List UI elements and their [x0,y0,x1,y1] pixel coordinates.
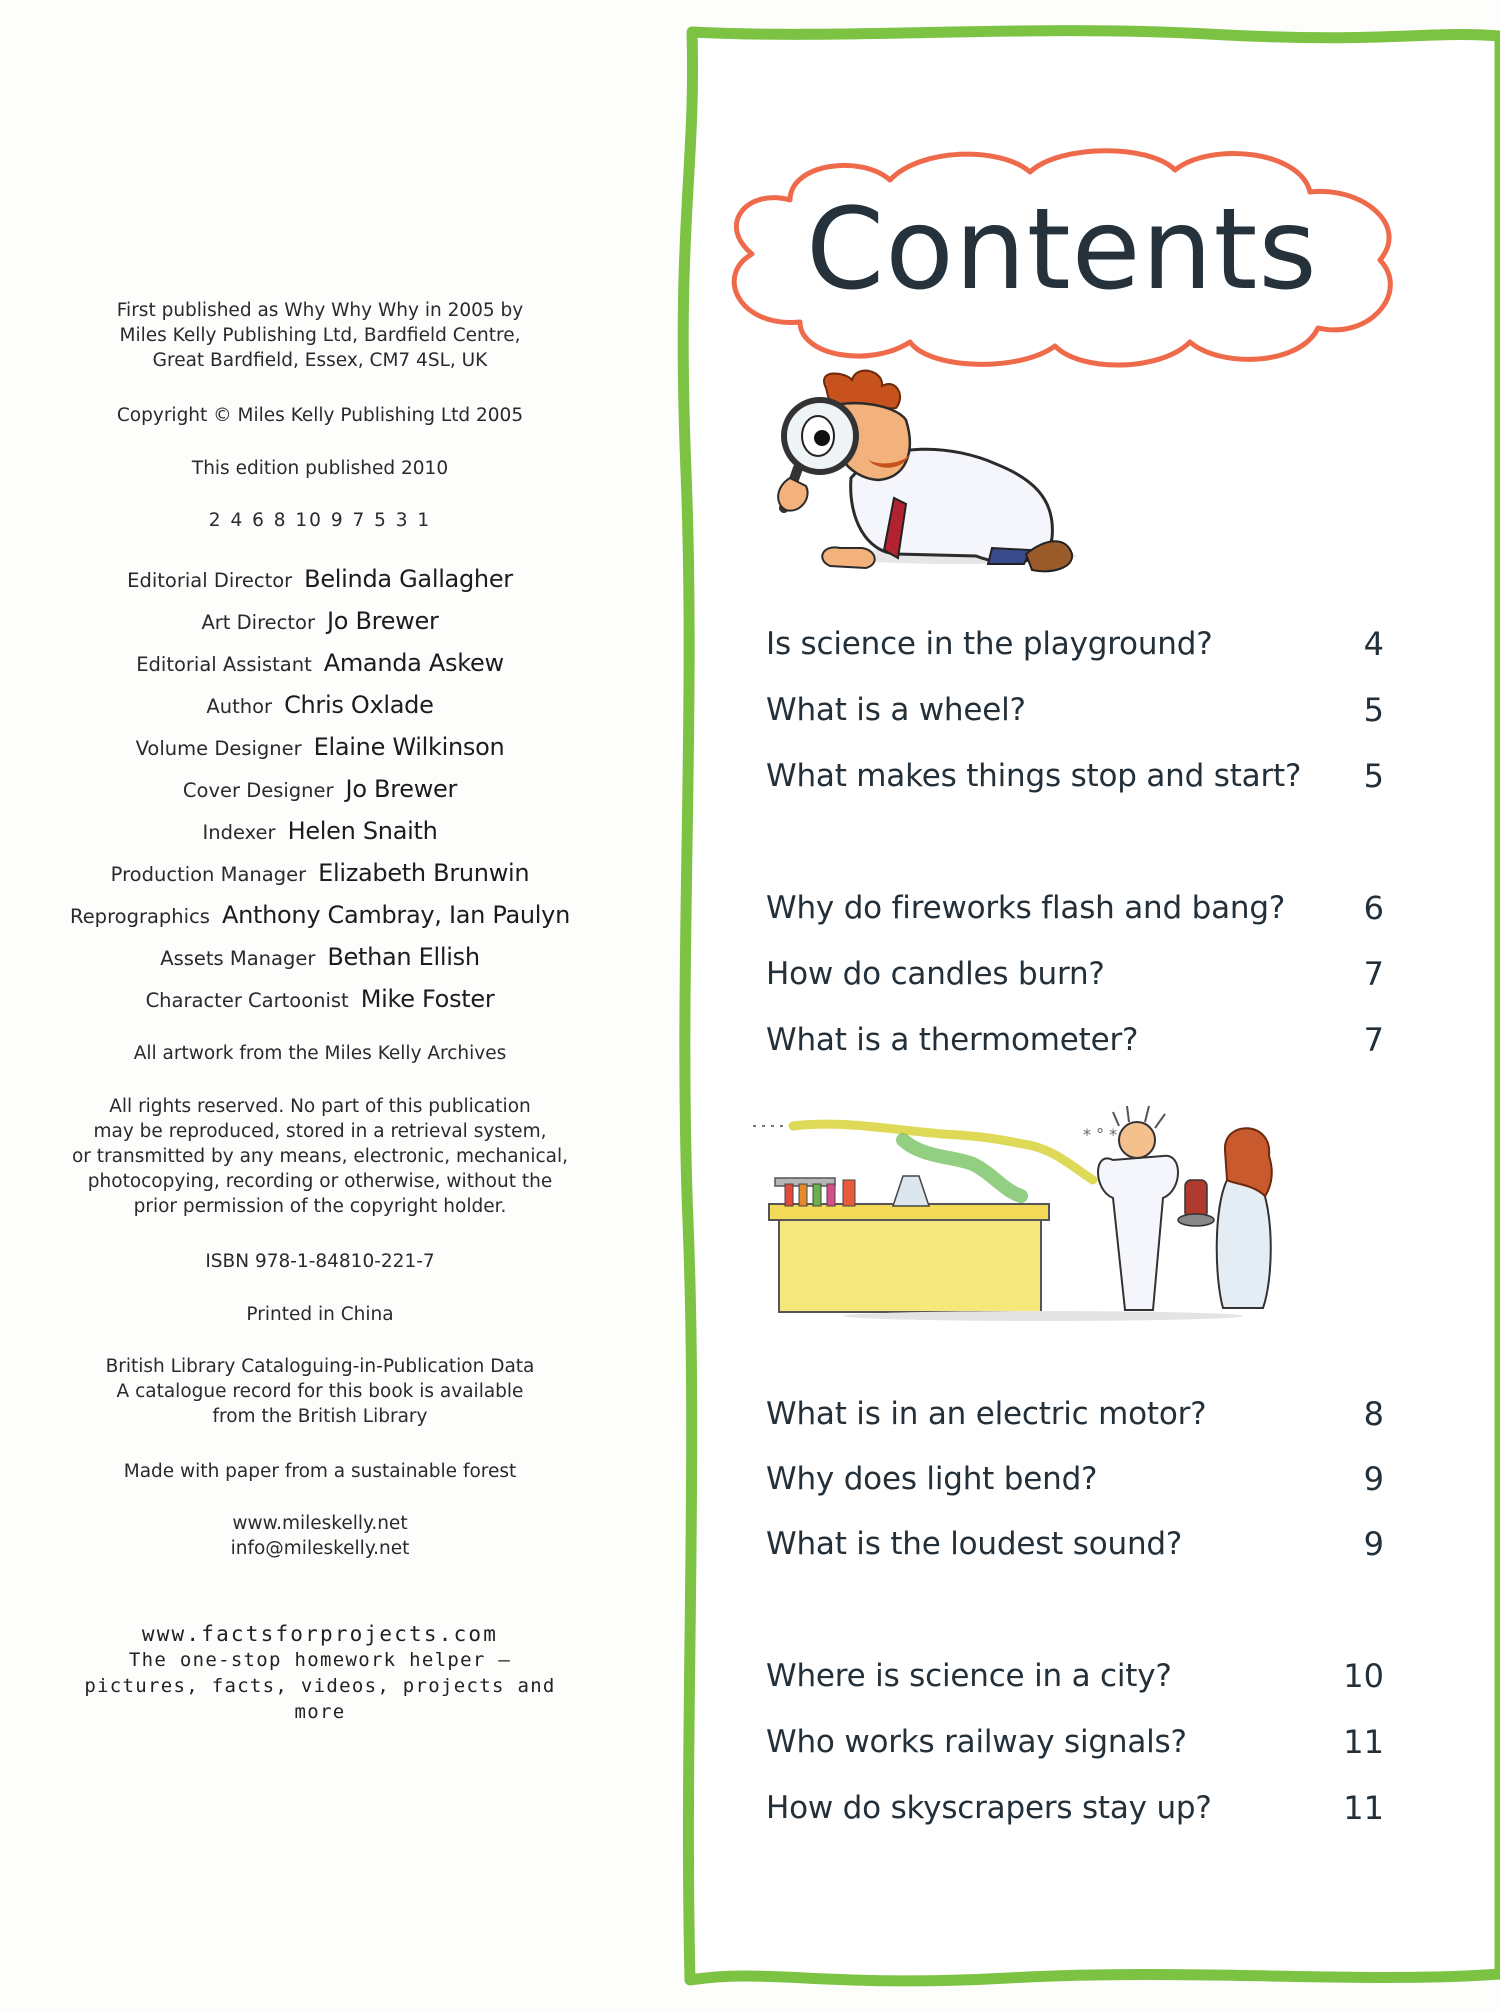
rights-line: All rights reserved. No part of this publication [109,1096,531,1117]
rights-line: prior permission of the copyright holder. [133,1196,507,1217]
toc-page-number: 6 [1363,889,1384,927]
toc-entry[interactable] [766,1455,1384,1503]
credit-row [60,603,580,639]
edition-line: This edition published 2010 [191,458,449,479]
credit-role: Volume Designer [135,737,302,760]
toc-question: How do skyscrapers stay up? [766,1790,1212,1826]
credit-row [60,645,580,681]
credit-name: Helen Snaith [287,817,438,845]
credit-role: Indexer [202,821,276,844]
artwork-note: All artwork from the Miles Kelly Archives [133,1043,507,1064]
cataloguing-line: British Library Cataloguing-in-Publication Data [105,1356,535,1377]
laboratory-illustration [753,1100,1325,1328]
rights-note [60,1094,580,1219]
credit-row [60,897,580,933]
toc-page-number: 5 [1363,691,1384,729]
rights-line: or transmitted by any means, electronic, mechanical, [71,1146,569,1167]
credit-row [60,981,580,1017]
credit-role: Editorial Assistant [136,653,312,676]
rights-line: photocopying, recording or otherwise, without the [87,1171,553,1192]
credit-row [60,813,580,849]
publication-line: First published as Why Why Why in 2005 by [116,300,524,321]
printed-line: Printed in China [246,1304,394,1325]
toc-question: What is the loudest sound? [766,1526,1183,1562]
scientist-magnifier-illustration [756,368,1096,596]
toc-page-number: 11 [1343,1789,1384,1827]
toc-page-number: 9 [1363,1525,1384,1563]
credit-role: Art Director [201,611,315,634]
toc-page-number: 10 [1343,1657,1384,1695]
toc-entry[interactable] [766,884,1384,932]
toc-question: Is science in the playground? [766,626,1213,662]
toc-question: Why do fireworks flash and bang? [766,890,1286,926]
toc-entry[interactable] [766,752,1384,800]
toc-entry[interactable] [766,1652,1384,1700]
credit-row [60,855,580,891]
credit-name: Elaine Wilkinson [313,733,505,761]
credit-name: Amanda Askew [323,649,504,677]
credit-name: Elizabeth Brunwin [318,859,530,887]
toc-entry[interactable] [766,1784,1384,1832]
svg-text:* ° *: * ° * [1083,1125,1118,1144]
toc-page-number: 5 [1363,757,1384,795]
credit-role: Production Manager [110,863,307,886]
cataloguing-line: A catalogue record for this book is available [116,1381,524,1402]
credit-name: Anthony Cambray, Ian Paulyn [221,901,570,929]
toc-page-number: 7 [1363,1021,1384,1059]
toc-entry[interactable] [766,620,1384,668]
rights-line: may be reproduced, stored in a retrieval system, [93,1121,547,1142]
credit-role: Assets Manager [160,947,316,970]
print-run-line: 2 4 6 8 10 9 7 5 3 1 [208,510,432,531]
cataloguing-note [60,1354,580,1429]
credit-role: Editorial Director [127,569,293,592]
credit-role: Character Cartoonist [145,989,349,1012]
toc-question: Where is science in a city? [766,1658,1172,1694]
credit-row [60,729,580,765]
toc-question: What is a thermometer? [766,1022,1139,1058]
credit-row [60,939,580,975]
promo-tagline: The one-stop homework helper – [128,1649,512,1671]
credit-row [60,561,580,597]
credit-name: Bethan Ellish [327,943,480,971]
toc-question: Who works railway signals? [766,1724,1187,1760]
credit-row [60,687,580,723]
publication-line: Great Bardfield, Essex, CM7 4SL, UK [152,350,488,371]
contents-title: Contents [806,185,1318,315]
cataloguing-line: from the British Library [212,1406,428,1427]
publication-line: Miles Kelly Publishing Ltd, Bardfield Centre, [119,325,521,346]
credit-role: Reprographics [70,905,210,928]
toc-question: How do candles burn? [766,956,1105,992]
isbn-line: ISBN 978-1-84810-221-7 [205,1251,435,1272]
credit-name: Belinda Gallagher [304,565,513,593]
toc-entry[interactable] [766,1016,1384,1064]
toc-page-number: 4 [1363,625,1384,663]
toc-question: What makes things stop and start? [766,758,1302,794]
toc-entry[interactable] [766,950,1384,998]
credit-row [60,771,580,807]
promo-url[interactable]: www.factsforprojects.com [141,1622,499,1646]
email-link[interactable]: info@mileskelly.net [230,1538,410,1559]
toc-question: Why does light bend? [766,1461,1098,1497]
credit-role: Cover Designer [182,779,334,802]
publication-note [60,298,580,373]
paper-note: Made with paper from a sustainable forest [123,1461,517,1482]
toc-entry[interactable] [766,1520,1384,1568]
promo-tagline: pictures, facts, videos, projects and more [84,1675,556,1723]
imprint-column [60,0,580,2011]
credit-name: Jo Brewer [345,775,458,803]
copyright-line: Copyright © Miles Kelly Publishing Ltd 2005 [116,405,524,426]
promo-block [60,1621,580,1725]
toc-entry[interactable] [766,1390,1384,1438]
credit-name: Chris Oxlade [284,691,434,719]
website-link[interactable]: www.mileskelly.net [232,1513,408,1534]
credit-name: Jo Brewer [327,607,439,635]
toc-page-number: 7 [1363,955,1384,993]
toc-page-number: 9 [1363,1460,1384,1498]
toc-question: What is in an electric motor? [766,1396,1207,1432]
toc-question: What is a wheel? [766,692,1026,728]
toc-entry[interactable] [766,1718,1384,1766]
toc-page-number: 11 [1343,1723,1384,1761]
toc-page-number: 8 [1363,1395,1384,1433]
credit-role: Author [206,695,273,718]
credit-name: Mike Foster [360,985,495,1013]
toc-entry[interactable] [766,686,1384,734]
web-addresses [60,1511,580,1561]
